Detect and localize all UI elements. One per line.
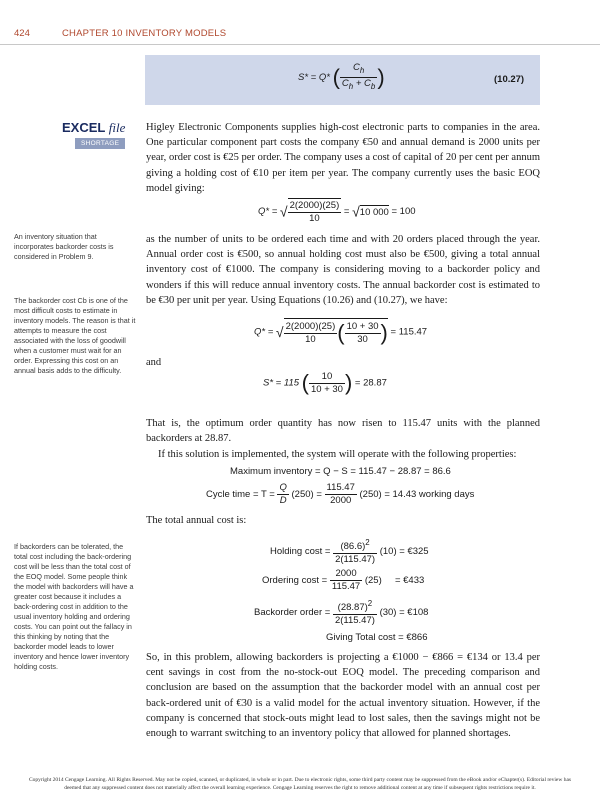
excel-file-label: EXCEL file [62,120,126,135]
page-number: 424 [14,28,30,39]
equation-q-star: Q* = √ $\frac{2(2000)(25)}{10}$ ( $\frac{10 + 30}{30}$ ) = 115.47 [254,320,428,345]
copyright-footer: Copyright 2014 Cengage Learning. All Rights Reserved. May not be copied, scanned, or duplicated, in whole or in part. Due to electronic rights, some third party content may be suppressed from the eBook and/or eChapter(s). Editorial review has deemed that any suppressed content does not materially affect the overall learning experience. Cengage Learning reserves the right to remove additional content at any time if subsequent rights restrictions require it. [28,777,572,791]
total-cost-label: The total annual cost is: [146,515,247,526]
equation-ordering-cost: Ordering cost = $\frac{2000}{115.47}$ (25) = €433 [262,568,425,592]
paragraph-backorder: as the number of units to be ordered each time and with 20 orders placed through the year. Annual order cost is €500, so annual holding cost must also be €500, giving a total annual inventory cost of €1000. The company is considering moving to a backorder policy and wonders if this will reduce annual inventory costs. The annual backorder cost is estimated to be €30 per unit per year. Using Equations (10.26) and (10.27), we have: [146,234,540,306]
equation-eoq: Q* = √ $\frac{2(2000)(25)}{10}$ = √10 000 = 100 [258,200,416,224]
equation-max-inventory: Maximum inventory = Q − S = 115.47 − 28.87 = 86.6 [230,466,451,477]
equation-backorder-cost: Backorder order = $\frac{(28.87)^2}{2(115.47)}$ (30) = €108 [254,599,429,627]
paragraph-result: That is, the optimum order quantity has now risen to 115.47 units with the planned backorders at 28.87. [146,418,540,445]
equation-total-cost: Giving Total cost = €866 [326,632,428,643]
word-and: and [146,357,162,368]
paragraph-intro: Higley Electronic Components supplies high-cost electronic parts to companies in the area. One particular component part costs the company €50 and annual demand is 2000 units per year, order cost is €25 per order. The company uses a cost of capital of 20 per cent per annum giving a holding cost of €10 per item per year. The company currently uses the basic EOQ model giving: [146,122,540,194]
header-rule [0,44,600,45]
shortage-tag: SHORTAGE [75,138,125,149]
margin-note-2: The backorder cost Cb is one of the most difficult costs to estimate in inventory models. The reason is that it attempts to measure the cost associated with the loss of goodwill when a customer must wait for an order. Expressing this cost on an annual basis adds to the difficulty. [14,296,136,375]
margin-note-3: If backorders can be tolerated, the total cost including the back-ordering cost will be less than the total cost of the EOQ model. Some people think the model with backorders will have a greater cost because it includes a back-ordering cost in addition to the usual inventory holding and ordering costs. You can point out the fallacy in this thinking by noting that the backorder model leads to lower inventory and hence lower inventory holding costs. [14,542,134,671]
equation-cycle-time: Cycle time = T = $\frac{Q}{D}$ (250) = $\frac{115.47}{2000}$ (250) = 14.43 working days [206,482,475,506]
formula-10-27: S* = Q* ( $\frac{C_h}{C_h + C_b}$ ) [298,62,385,91]
paragraph-conclusion: So, in this problem, allowing backorders is projecting a €1000 − €866 = €134 or 13.4 per cent savings in cost from the no-stock-out EOQ model. The preceding comparison and conclusion are based on the assumption that the backorder model with an annual cost per back-ordered unit of €30 is a valid model for the actual inventory situation. However, if the company is concerned that stock-outs might lead to lost sales, then the savings might not be enough to warrant switching to an inventory policy that allowed for planned shortages. [146,652,540,740]
equation-number: (10.27) [494,74,525,85]
margin-note-1: An inventory situation that incorporates backorder costs is considered in Problem 9. [14,232,114,261]
chapter-title: CHAPTER 10 INVENTORY MODELS [62,28,227,39]
equation-s-star: S* = 115 ( $\frac{10}{10 + 30}$ ) = 28.87 [263,370,387,395]
equation-holding-cost: Holding cost = $\frac{(86.6)^2}{2(115.47)}$ (10) = €325 [270,538,429,566]
paragraph-properties: If this solution is implemented, the system will operate with the following properties: [158,449,517,460]
